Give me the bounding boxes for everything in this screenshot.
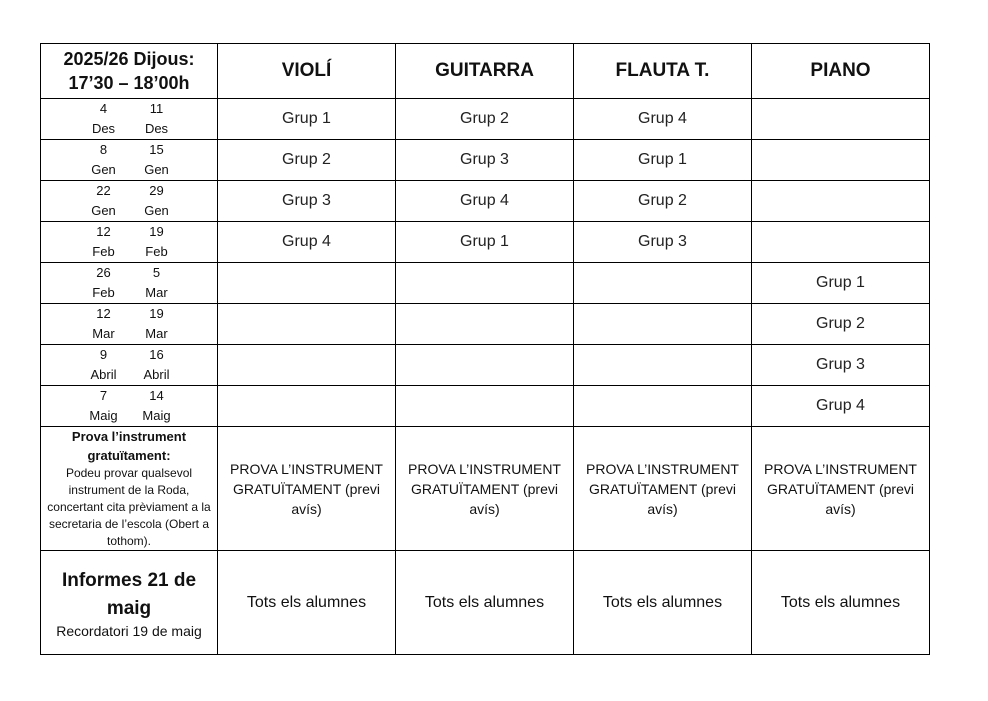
prova-info-cell [41,427,218,551]
column-header-piano: PIANO [752,44,930,99]
group-cell: Grup 2 [218,140,396,181]
group-cell [218,304,396,345]
date-month: Mar [145,326,168,341]
group-cell [574,386,752,427]
date-month: Gen [144,203,169,218]
date-month: Feb [145,244,168,259]
date-month: Abril [143,367,170,382]
table-row [41,181,930,222]
group-cell [396,386,574,427]
date-day: 8 [99,142,108,157]
date-day: 16 [149,347,164,362]
group-cell [218,263,396,304]
date-month: Mar [92,326,115,341]
date-day: 11 [149,101,164,116]
date-day: 26 [96,265,111,280]
group-cell: Grup 4 [574,99,752,140]
informes-subtitle: Recordatori 19 de maig [56,622,202,639]
date-day: 19 [149,306,164,321]
date-month: Feb [92,285,115,300]
prova-cell: PROVA L’INSTRUMENT GRATUÏTAMENT (previ avís) [218,427,396,551]
informes-info-cell [41,551,218,655]
group-cell: Grup 2 [574,181,752,222]
date-cell [41,386,218,427]
date-day: 7 [99,388,108,403]
group-cell [752,222,930,263]
group-cell [218,345,396,386]
date-month: Des [91,121,116,136]
date-day: 12 [96,224,111,239]
group-cell: Grup 4 [752,386,930,427]
date-cell [41,99,218,140]
prova-row [41,427,930,551]
group-cell: Grup 1 [752,263,930,304]
group-cell [396,304,574,345]
group-cell [396,345,574,386]
group-cell: Grup 4 [218,222,396,263]
table-row [41,345,930,386]
informes-cell: Tots els alumnes [752,551,930,655]
date-day: 19 [149,224,164,239]
group-cell [574,263,752,304]
prova-cell: PROVA L’INSTRUMENT GRATUÏTAMENT (previ avís) [396,427,574,551]
column-header-guitarra: GUITARRA [396,44,574,99]
date-day: 12 [96,306,111,321]
date-cell [41,304,218,345]
header-row [41,44,930,99]
date-day: 14 [149,388,164,403]
date-cell [41,263,218,304]
prova-cell: PROVA L’INSTRUMENT GRATUÏTAMENT (previ avís) [574,427,752,551]
column-header-flauta: FLAUTA T. [574,44,752,99]
prova-cell: PROVA L’INSTRUMENT GRATUÏTAMENT (previ avís) [752,427,930,551]
group-cell: Grup 4 [396,181,574,222]
date-cell [41,181,218,222]
date-day: 15 [149,142,164,157]
date-day: 22 [96,183,111,198]
date-cell [41,140,218,181]
date-day: 29 [149,183,164,198]
group-cell: Grup 1 [396,222,574,263]
table-row [41,386,930,427]
group-cell [396,263,574,304]
group-cell: Grup 1 [574,140,752,181]
group-cell [752,181,930,222]
date-month: Mar [145,285,168,300]
prova-description: Podeu provar qualsevol instrument de la Roda, concertant cita prèviament a la secretaria de l’escola (Obert a tothom). [47,466,211,548]
date-day: 4 [99,101,108,116]
schedule-table [40,43,930,655]
date-cell [41,222,218,263]
group-cell [574,345,752,386]
date-day: 9 [99,347,108,362]
informes-cell: Tots els alumnes [396,551,574,655]
date-month: Des [144,121,169,136]
date-cell [41,345,218,386]
group-cell: Grup 2 [396,99,574,140]
table-row [41,263,930,304]
group-cell [218,386,396,427]
date-month: Maig [142,408,171,423]
group-cell [574,304,752,345]
group-cell [752,99,930,140]
corner-time: 17’30 – 18’00h [68,73,190,93]
date-month: Gen [91,203,116,218]
group-cell: Grup 2 [752,304,930,345]
date-month: Gen [91,162,116,177]
date-month: Abril [90,367,117,382]
informes-cell: Tots els alumnes [574,551,752,655]
group-cell: Grup 1 [218,99,396,140]
group-cell: Grup 3 [396,140,574,181]
column-header-violi: VIOLÍ [218,44,396,99]
date-month: Maig [89,408,118,423]
group-cell: Grup 3 [218,181,396,222]
date-day: 5 [152,265,161,280]
group-cell: Grup 3 [574,222,752,263]
table-row [41,99,930,140]
informes-cell: Tots els alumnes [218,551,396,655]
group-cell: Grup 3 [752,345,930,386]
table-row [41,304,930,345]
table-row [41,222,930,263]
informes-row [41,551,930,655]
group-cell [752,140,930,181]
corner-year-day: 2025/26 Dijous: [63,49,195,69]
table-row [41,140,930,181]
prova-title: Prova l’instrument gratuïtament: [71,429,187,463]
informes-title: Informes 21 de maig [61,569,197,619]
date-month: Feb [92,244,115,259]
corner-header [41,44,218,99]
date-month: Gen [144,162,169,177]
